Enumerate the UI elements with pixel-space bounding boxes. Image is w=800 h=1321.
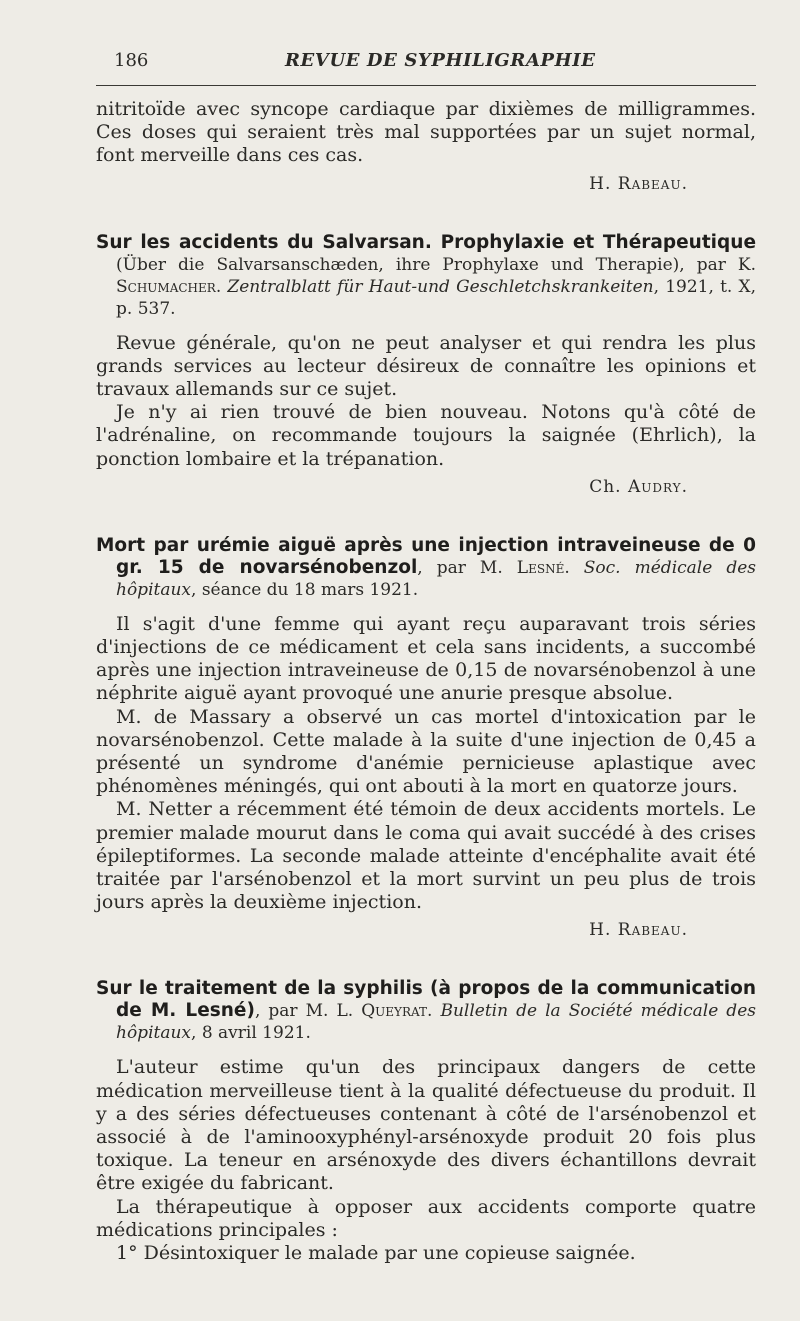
page-body <box>96 98 756 1265</box>
article-3 <box>96 978 756 1265</box>
article-author: Lesné <box>516 557 565 578</box>
paragraph: M. Netter a récemment été témoin de deux accidents mortels. Le premier malade mourut dans le coma qui avait succédé à des crises épileptiformes. La seconde malade atteinte d'encéphalite avait été traitée par l'arsénobenzol et la mort survint un peu plus de trois jours après la deuxième injection. <box>96 798 756 914</box>
article-1 <box>96 232 756 497</box>
signature: Ch. Audry. <box>589 476 688 497</box>
intro-paragraph: nitritoïde avec syncope cardiaque par dixièmes de milligrammes. Ces doses qui seraient très mal supportées par un sujet normal, font merveille dans ces cas. <box>96 98 756 167</box>
paragraph: L'auteur estime qu'un des principaux dangers de cette médication merveilleuse tient à la qualité défectueuse du produit. Il y a des séries défectueuses contenant à côté de l'arsénobenzol et associé à de l'aminooxyphényl-arsénoxyde produit 20 fois plus toxique. La teneur en arsénoxyde des divers échantillons devrait être exigée du fabricant. <box>96 1056 756 1195</box>
page-header <box>0 50 800 80</box>
paragraph: Il s'agit d'une femme qui ayant reçu auparavant trois séries d'injections de ce médicament et cela sans incidents, a succombé après une injection intraveineuse de 0,15 de novarsénobenzol à une néphrite aiguë ayant provoqué une anurie presque absolue. <box>96 612 756 705</box>
paragraph: Je n'y ai rien trouvé de bien nouveau. Notons qu'à côté de l'adrénaline, on recommande toujours la saignée (Ehrlich), la ponction lombaire et la trépanation. <box>96 401 756 470</box>
article-title: Sur les accidents du Salvarsan. Prophylaxie et Thérapeutique <box>96 231 756 253</box>
article-title: Sur le traitement de la syphilis (à propos de la communication de M. Lesné) <box>96 978 756 1022</box>
running-title: REVUE DE SYPHILIGRAPHIE <box>285 50 596 71</box>
article-heading: Sur le traitement de la syphilis (à propos de la communication de M. Lesné), par M. L. Queyrat. Bulletin de la Société médicale des hôpitaux, 8 avril 1921. <box>96 978 756 1044</box>
article-heading: Sur les accidents du Salvarsan. Prophylaxie et Thérapeutique (Über die Salvarsanschæden, ihre Prophylaxe und Therapie), par K. Schumacher. Zentralblatt für Haut-und Geschletchskrankeiten, 1921, t. X, p. 537. <box>96 231 756 319</box>
paragraph: 1° Désintoxiquer le malade par une copieuse saignée. <box>116 1242 636 1265</box>
article-heading: Mort par urémie aiguë après une injection intraveineuse de 0 gr. 15 de novarsénobenzol, par M. Lesné. Soc. médicale des hôpitaux, séance du 18 mars 1921. <box>96 534 756 600</box>
article-journal: Zentralblatt für Haut-und Geschletchskrankeiten <box>227 276 654 297</box>
article-2 <box>96 535 756 941</box>
article-title: Mort par urémie aiguë après une injection intraveineuse de 0 gr. 15 de novarsénobenzol <box>96 534 756 578</box>
page-number: 186 <box>114 50 149 71</box>
header-rule <box>96 85 756 86</box>
signature: H. Rabeau. <box>589 920 688 941</box>
signature: H. Rabeau. <box>589 173 688 194</box>
article-journal: Bulletin de la Société médicale des hôpitaux <box>116 1001 756 1044</box>
article-author: Schumacher <box>116 276 216 297</box>
paragraph: Revue générale, qu'on ne peut analyser et qui rendra les plus grands services au lecteur désireux de connaître les opinions et travaux allemands sur ce sujet. <box>96 331 756 401</box>
paragraph: La thérapeutique à opposer aux accidents comporte quatre médications principales : <box>96 1195 756 1241</box>
article-author: Queyrat <box>361 1001 427 1022</box>
paragraph: M. de Massary a observé un cas mortel d'intoxication par le novarsénobenzol. Cette malade à la suite d'une injection de 0,45 a présenté un syndrome d'anémie pernicieuse aplastique avec phénomènes méningés, qui ont abouti à la mort en quatorze jours. <box>96 705 756 798</box>
article-journal: Soc. médicale des hôpitaux <box>116 557 756 600</box>
